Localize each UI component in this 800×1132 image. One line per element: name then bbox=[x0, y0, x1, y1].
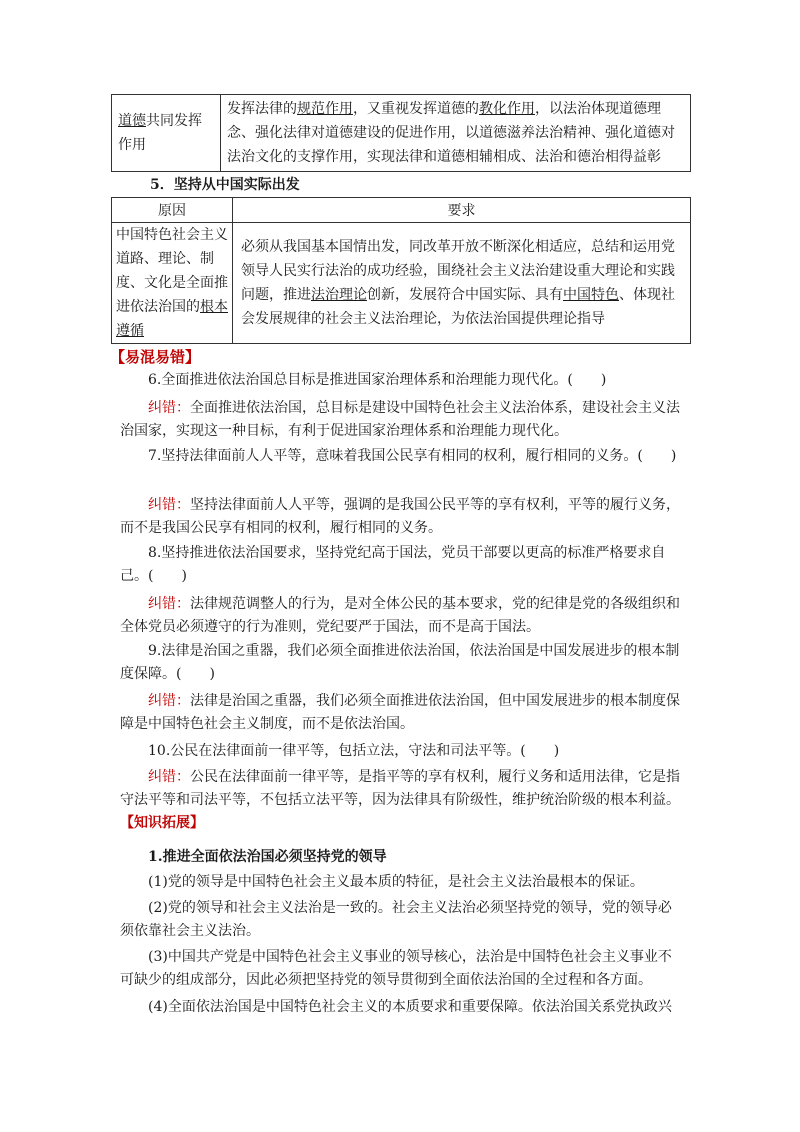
reason-cell: 中国特色社会主义道路、理论、制度、文化是全面推进依法治国的根本遵循 bbox=[112, 223, 233, 344]
extension-subtitle: 1.推进全面依法治国必须坚持党的领导 bbox=[148, 849, 387, 865]
correction-8: 纠错：法律规范调整人的行为，是对全体公民的基本要求，党的纪律是党的各级组织和全体党员必须遵守的行为准则，党纪要严于国法，而不是高于国法。 bbox=[120, 596, 680, 635]
law-morality-table bbox=[111, 94, 691, 172]
correction-9: 纠错：法律是治国之重器，我们必须全面推进依法治国，但中国发展进步的根本制度保障是中国特色社会主义制度，而不是依法治国。 bbox=[120, 693, 680, 732]
extension-point-2: (2)党的领导和社会主义法治是一致的。社会主义法治必须坚持党的领导，党的领导必须依靠社会主义法治。 bbox=[120, 900, 672, 939]
section-5-title: 5．坚持从中国实际出发 bbox=[150, 177, 300, 193]
question-10: 10.公民在法律面前一律平等，包括立法，守法和司法平等。( ) bbox=[148, 743, 560, 759]
correction-10: 纠错：公民在法律面前一律平等，是指平等的享有权利，履行义务和适用法律，它是指守法平等和司法平等，不包括立法平等，因为法律具有阶级性，维护统治阶级的根本利益。【知识拓展】 bbox=[120, 769, 680, 831]
correction-7: 纠错：坚持法律面前人人平等，强调的是我国公民平等的享有权利，平等的履行义务，而不是我国公民享有相同的权利，履行相同的义务。 bbox=[120, 497, 680, 536]
question-9: 9.法律是治国之重器，我们必须全面推进依法治国，依法治国是中国发展进步的根本制度保障。( ) bbox=[120, 643, 680, 682]
header-requirement: 要求 bbox=[233, 198, 691, 223]
question-7: 7.坚持法律面前人人平等，意味着我国公民享有相同的权利，履行相同的义务。( ) bbox=[148, 448, 677, 464]
confusion-heading: 【易混易错】 bbox=[110, 348, 201, 366]
extension-point-4: (4)全面依法治国是中国特色社会主义的本质要求和重要保障。依法治国关系党执政兴 bbox=[148, 999, 672, 1015]
table-cell-topic: 道德共同发挥作用 bbox=[112, 95, 221, 172]
table-cell-content: 发挥法律的规范作用，又重视发挥道德的教化作用，以法治体现道德理念、强化法律对道德建设的促进作用，以道德滋养法治精神、强化道德对法治文化的支撑作用，实现法律和道德相辅相成、法治和德治相得益彰 bbox=[221, 95, 691, 172]
extension-heading: 【知识拓展】 bbox=[120, 815, 204, 831]
table-row bbox=[112, 95, 691, 172]
table-row bbox=[112, 223, 691, 344]
table-header-row bbox=[112, 198, 691, 223]
extension-point-3: (3)中国共产党是中国特色社会主义事业的领导核心，法治是中国特色社会主义事业不可缺少的组成部分，因此必须把坚持党的领导贯彻到全面依法治国的全过程和各方面。 bbox=[120, 949, 672, 988]
question-6: 6.全面推进依法治国总目标是推进国家治理体系和治理能力现代化。( ) bbox=[148, 372, 607, 388]
extension-point-1: (1)党的领导是中国特色社会主义最本质的特征，是社会主义法治最根本的保证。 bbox=[148, 874, 644, 890]
requirement-cell: 必须从我国基本国情出发，同改革开放不断深化相适应，总结和运用党领导人民实行法治的成功经验，围绕社会主义法治建设重大理论和实践问题，推进法治理论创新，发展符合中国实际、具有中国特色、体现社会发展规律的社会主义法治理论，为依法治国提供理论指导 bbox=[233, 223, 691, 344]
question-8: 8.坚持推进依法治国要求，坚持党纪高于国法，党员干部要以更高的标准严格要求自己。( ) bbox=[120, 545, 666, 584]
header-reason: 原因 bbox=[112, 198, 233, 223]
china-reality-table bbox=[111, 197, 691, 344]
correction-6: 纠错：全面推进依法治国，总目标是建设中国特色社会主义法治体系，建设社会主义法治国家，实现这一种目标，有利于促进国家治理体系和治理能力现代化。 bbox=[120, 400, 680, 439]
